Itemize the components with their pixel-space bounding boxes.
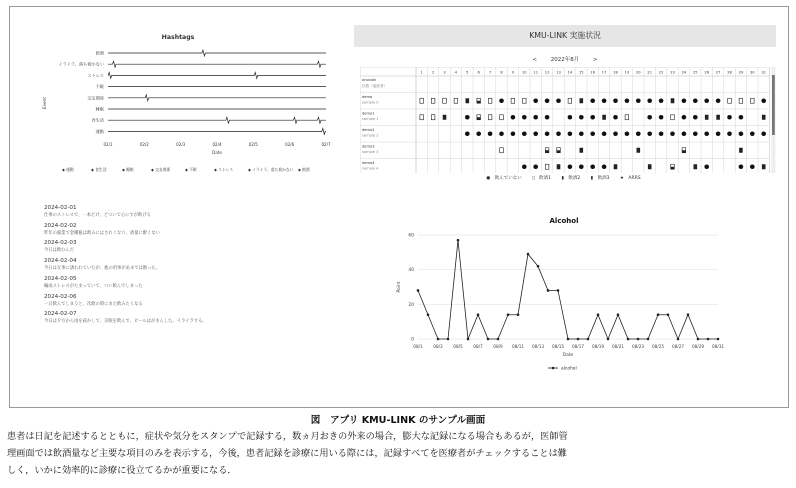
stamp-drink1 (488, 115, 492, 120)
day-header: 3 (443, 70, 446, 75)
stamp-drink2-fill (545, 150, 549, 153)
stamp-no-drink (511, 131, 516, 136)
stamp-drink3 (614, 164, 618, 169)
diary-panel (44, 203, 344, 363)
stamp-drink3 (694, 164, 698, 169)
hashtag-series-line (108, 72, 326, 78)
diary-entry-text: 今日は夕方から雨を殺かして、京眠を飲んで、ビールはがまんした。イライラする。 (44, 319, 207, 325)
stamp-table-panel (354, 25, 776, 183)
day-header: 30 (750, 70, 755, 75)
stamp-no-drink (590, 164, 595, 169)
stamp-drink1 (500, 115, 504, 120)
stamp-no-drink (739, 164, 744, 169)
x-tick-label: 08/15 (551, 344, 565, 349)
data-point (677, 338, 680, 341)
stamp-drink3 (716, 115, 720, 120)
stamp-drink1 (500, 148, 504, 153)
x-tick-label: 08/27 (671, 344, 685, 349)
stamp-drink3 (762, 164, 766, 169)
stamp-no-drink (568, 115, 573, 120)
hashtag-title: Hashtags (161, 34, 195, 41)
day-header: 27 (715, 70, 721, 75)
x-tick-label: 08/13 (531, 344, 545, 349)
day-header: 25 (693, 70, 698, 75)
hashtag-series-line (108, 128, 326, 134)
stamp-grid (360, 67, 776, 173)
hashtag-legend-item: ◆ 不眠 (185, 167, 197, 172)
caption-body (0, 428, 796, 480)
caption-line: しく，いかに効率的に診療に役立てるかが重要になる． (7, 465, 237, 477)
stamp-no-drink (568, 164, 573, 169)
y-tick-label: 0 (411, 337, 414, 343)
stamp-no-drink (533, 131, 538, 136)
stamp-no-drink (659, 131, 664, 136)
stamp-no-drink (716, 131, 721, 136)
stamp-drink3 (739, 148, 743, 153)
hashtag-series-line (108, 50, 326, 56)
hashtag-legend-item: ◆ 睡眠 (122, 167, 134, 172)
hashtag-row-label: 食生活 (91, 117, 104, 123)
data-point (667, 313, 670, 316)
stamp-no-drink (625, 131, 630, 136)
hashtag-xlabel: Date (211, 150, 223, 155)
data-point (597, 313, 600, 316)
hashtag-legend-item: ◆ 運動 (62, 167, 74, 172)
stamp-no-drink (716, 98, 721, 103)
day-header: 1 (420, 70, 423, 75)
stamp-no-drink (670, 131, 675, 136)
x-tick-label: 08/7 (473, 344, 483, 349)
day-header: 22 (658, 70, 664, 75)
stamp-no-drink (476, 131, 481, 136)
x-tick-label: 08/11 (511, 344, 525, 349)
hashtag-ylabel: Event (42, 97, 47, 109)
hashtag-row-label: ストレス (87, 72, 104, 78)
x-tick-label: 08/9 (493, 344, 503, 349)
data-point (447, 338, 450, 341)
row-user-sample: sample 2 (362, 133, 379, 138)
hashtag-chart (26, 25, 334, 185)
day-header: 19 (624, 70, 630, 75)
stamp-no-drink (522, 164, 527, 169)
x-tick-label: 08/1 (413, 344, 423, 349)
stamp-no-drink (693, 98, 698, 103)
legend-none: ● 飲んでいない (486, 176, 522, 181)
y-axis-label: Point (397, 281, 402, 293)
diary-entry-date: 2024-02-01 (44, 205, 77, 211)
day-header: 5 (466, 70, 469, 75)
month-label: 2022年8月 (550, 57, 580, 63)
chart-title: Alcohol (549, 217, 579, 225)
x-tick-label: 08/5 (453, 344, 463, 349)
stamp-drink3 (602, 115, 606, 120)
diary-entry-date: 2024-02-07 (44, 311, 77, 318)
hashtag-row-label: 交友関係 (87, 95, 104, 101)
stamp-drink1 (545, 164, 549, 169)
hashtag-row-label: 飲酒 (95, 50, 104, 56)
data-point (487, 338, 490, 341)
day-header: 14 (567, 70, 573, 75)
legend-drink1: ▯ 飲酒1 (532, 176, 551, 181)
stamp-no-drink (465, 131, 470, 136)
stamp-no-drink (545, 131, 550, 136)
stamp-drink3 (762, 115, 766, 120)
day-header: 13 (556, 70, 561, 75)
day-header: 24 (681, 70, 687, 75)
diary-list (44, 205, 344, 324)
diary-entry-date: 2024-02-03 (44, 240, 77, 247)
diary-entry-date: 2024-02-04 (44, 258, 77, 265)
row-user-name: demo1 (362, 111, 375, 116)
day-header: 20 (636, 70, 641, 75)
stamp-no-drink (545, 98, 550, 103)
stamp-no-drink (636, 131, 641, 136)
row-user-sample: sample 4 (362, 166, 379, 171)
hashtag-x-tick: 02/1 (103, 142, 113, 147)
stamp-no-drink (590, 131, 595, 136)
row-user-sample: sample 3 (362, 150, 379, 154)
day-header: 6 (477, 70, 480, 75)
alcohol-chart (378, 205, 724, 377)
stamp-no-drink (750, 131, 755, 136)
stamp-drink1 (431, 98, 435, 103)
hashtag-series-line (108, 61, 326, 67)
day-header: 23 (670, 70, 675, 75)
legend-drink2: ▮ 飲酒2 (561, 176, 581, 181)
stamp-no-drink (750, 164, 755, 169)
stamp-no-drink (636, 98, 641, 103)
stamp-drink3 (443, 115, 447, 120)
stamp-drink1 (751, 98, 755, 103)
data-point (557, 289, 560, 292)
data-point (647, 338, 650, 341)
stamp-no-drink (682, 115, 687, 120)
stamp-drink3 (671, 98, 675, 103)
stamp-no-drink (727, 115, 732, 120)
data-point (587, 338, 590, 341)
stamp-no-drink (488, 131, 493, 136)
stamp-no-drink (727, 131, 732, 136)
stamp-no-drink (533, 115, 538, 120)
hashtag-legend-item: ◆ ストレス (214, 167, 234, 172)
data-point (437, 338, 440, 341)
hashtag-legend-item: ◆ 飲酒 (298, 167, 310, 172)
data-point (537, 265, 540, 268)
stamp-no-drink (590, 98, 595, 103)
hashtag-legend-item: ◆ 食生活 (91, 167, 107, 172)
hashtag-x-tick: 02/7 (321, 142, 331, 147)
stamp-drink1 (431, 115, 435, 120)
legend-arrs: ★ ARRS (619, 176, 641, 181)
stamp-no-drink (499, 98, 504, 103)
legend-label: alcohol (561, 366, 577, 372)
header-sub: 匹数（接続者） (362, 84, 388, 88)
month-navigator (354, 55, 776, 63)
y-tick-label: 40 (408, 268, 414, 274)
day-header: 28 (727, 70, 732, 75)
stamp-drink1 (523, 98, 527, 103)
data-point (637, 338, 640, 341)
table-title: KMU-LINK 実施状況 (354, 25, 776, 47)
caption-line: 患者は日記を記述するとともに，症状や気分をスタンプで記録する，数ヵ月おきの外来の場合，膨大な記録になる場合もあるが，医師管 (7, 431, 568, 442)
diary-entry-text: 今日は友事に誘われていたが、他の用事があまでは断った。 (44, 266, 161, 272)
data-point (707, 338, 710, 341)
hashtag-row-label: 不眠 (95, 84, 104, 90)
y-tick-label: 20 (408, 302, 414, 308)
stamp-drink2-fill (477, 101, 481, 104)
hashtag-chart-panel (26, 25, 334, 185)
diary-entry-text: 編成ストレスがたまっていて、つい飲んでしまった (44, 283, 143, 289)
data-point (657, 313, 660, 316)
hashtag-x-tick: 02/6 (285, 142, 295, 147)
diary-entry-text: 今日は飲むんだ (44, 248, 75, 254)
stamp-drink2-fill (671, 167, 675, 170)
stamp-no-drink (693, 115, 698, 120)
stamp-drink1 (568, 98, 572, 103)
data-point (467, 338, 470, 341)
stamp-no-drink (602, 131, 607, 136)
data-point (497, 338, 500, 341)
stamp-no-drink (545, 115, 550, 120)
stamp-drink2-fill (477, 117, 481, 120)
x-tick-label: 08/3 (433, 344, 443, 349)
alcohol-chart-panel (378, 205, 724, 377)
stamp-no-drink (739, 131, 744, 136)
data-point (687, 313, 690, 316)
data-point (527, 253, 530, 256)
stamp-drink3 (637, 148, 641, 153)
stamp-drink3 (580, 148, 584, 153)
day-header: 17 (601, 70, 607, 75)
stamp-no-drink (533, 164, 538, 169)
stamp-no-drink (647, 115, 652, 120)
stamp-drink2-fill (557, 150, 561, 153)
stamp-no-drink (533, 98, 538, 103)
y-tick-label: 60 (408, 233, 414, 239)
data-point (697, 338, 700, 341)
day-header: 2 (431, 70, 435, 75)
row-user-name: demo3 (362, 144, 375, 149)
stamp-no-drink (556, 131, 561, 136)
stamp-no-drink (704, 98, 709, 103)
caption-title: 図 アプリ KMU-LINK のサンプル画面 (310, 415, 486, 426)
day-header: 15 (579, 70, 584, 75)
stamp-no-drink (568, 131, 573, 136)
row-user-name: demo4 (362, 161, 375, 165)
data-point (567, 338, 570, 341)
stamp-no-drink (613, 131, 618, 136)
hashtag-row-label: 運動 (95, 128, 104, 134)
stamp-drink1 (728, 98, 732, 103)
day-header: 11 (533, 70, 538, 75)
stamp-no-drink (613, 115, 618, 120)
day-header: 4 (454, 70, 458, 75)
day-header: 18 (613, 70, 618, 75)
day-header: 16 (590, 70, 595, 75)
stamp-no-drink (511, 115, 516, 120)
stamp-no-drink (590, 115, 595, 120)
day-header: 8 (500, 70, 503, 75)
day-header: 31 (761, 70, 766, 75)
data-point (627, 338, 630, 341)
grid-scroll-thumb (772, 75, 775, 135)
data-point (717, 338, 720, 341)
row-user-sample: sample 0 (362, 100, 379, 105)
data-point (477, 313, 480, 316)
stamp-no-drink (522, 115, 527, 120)
stamp-no-drink (522, 131, 527, 136)
caption-line: 理画面では飲酒量など主要な項目のみを表示する，今後，患者記録を診療に用いる際には，記録すべてを医療者がチェックすることは難 (7, 448, 567, 460)
stamp-no-drink (659, 115, 664, 120)
data-point (617, 313, 620, 316)
stamp-no-drink (625, 98, 630, 103)
legend-drink3: ▮ 飲酒3 (590, 176, 610, 181)
stamp-drink3 (580, 98, 584, 103)
x-tick-label: 08/21 (611, 344, 625, 349)
x-tick-label: 08/19 (591, 344, 605, 349)
stamp-legend (354, 175, 776, 181)
data-point (607, 338, 610, 341)
stamp-drink1 (625, 115, 629, 120)
stamp-drink3 (557, 164, 561, 169)
stamp-drink1 (454, 98, 458, 103)
hashtag-x-tick: 02/2 (139, 142, 149, 147)
stamp-no-drink (647, 98, 652, 103)
stamp-drink3 (705, 115, 709, 120)
data-point (427, 313, 430, 316)
stamp-drink1 (739, 98, 743, 103)
day-header: 21 (647, 70, 652, 75)
diary-entry-text: 仕事のストレスで、一本だけ、どついて心にすが飲げる (44, 213, 151, 218)
stamp-drink3 (466, 98, 470, 103)
data-point (417, 289, 420, 292)
stamp-no-drink (465, 115, 470, 120)
stamp-no-drink (556, 98, 561, 103)
x-tick-label: 08/17 (571, 344, 585, 349)
next-month-button[interactable]: > (593, 57, 598, 63)
day-header: 12 (544, 70, 550, 75)
day-header: 7 (488, 70, 492, 75)
hashtag-x-tick: 02/5 (248, 142, 258, 147)
data-point (577, 338, 580, 341)
stamp-no-drink (682, 131, 687, 136)
hashtag-series-line (108, 95, 326, 101)
data-point (457, 239, 460, 242)
figure-frame (9, 6, 789, 408)
stamp-drink1 (420, 115, 424, 120)
row-user-name: demo (362, 95, 373, 99)
row-user-sample: sample 1 (362, 117, 379, 121)
data-point (547, 289, 550, 292)
hashtag-x-tick: 02/4 (212, 142, 222, 147)
header-name: anonaki (362, 78, 377, 82)
stamp-no-drink (682, 98, 687, 103)
stamp-no-drink (613, 98, 618, 103)
stamp-no-drink (704, 131, 709, 136)
x-axis-label: Date (562, 353, 574, 358)
stamp-no-drink (579, 115, 584, 120)
legend-marker (552, 367, 555, 370)
diary-entry-text: 一日飲んでしまうと、次飲の時にまた飲みたくなる (44, 301, 143, 307)
stamp-no-drink (659, 98, 664, 103)
stamp-no-drink (602, 98, 607, 103)
hashtag-series-line (108, 117, 326, 123)
x-tick-label: 08/29 (691, 344, 705, 349)
stamp-drink1 (420, 98, 424, 103)
diary-entry-date: 2024-02-05 (44, 275, 77, 282)
stamp-no-drink (579, 131, 584, 136)
prev-month-button[interactable]: < (532, 57, 537, 63)
stamp-no-drink (761, 98, 766, 103)
stamp-no-drink (761, 131, 766, 136)
stamp-no-drink (693, 131, 698, 136)
stamp-drink1 (488, 98, 492, 103)
stamp-drink2-fill (682, 150, 686, 153)
day-header: 29 (738, 70, 744, 75)
x-tick-label: 08/25 (651, 344, 665, 349)
diary-entry-text: 昨年の副業で金曜瓶は飲みにはされくなり、酒量に酔くない (44, 230, 161, 236)
day-header: 9 (511, 70, 515, 75)
stamp-drink1 (443, 98, 447, 103)
x-tick-label: 08/31 (711, 344, 724, 349)
stamp-drink1 (671, 115, 675, 120)
series-line-alcohol (418, 240, 718, 339)
stamp-drink1 (511, 98, 515, 103)
stamp-no-drink (499, 131, 504, 136)
hashtag-legend-item: ◆ 交友関係 (151, 167, 171, 172)
hashtag-x-tick: 02/3 (176, 142, 186, 147)
day-header: 10 (522, 70, 527, 75)
stamp-no-drink (739, 115, 744, 120)
row-user-name: demo2 (362, 128, 375, 132)
x-tick-label: 08/23 (631, 344, 645, 349)
data-point (517, 313, 520, 316)
data-point (507, 313, 510, 316)
stamp-no-drink (602, 164, 607, 169)
day-header: 26 (704, 70, 709, 75)
diary-entry-date: 2024-02-06 (44, 293, 77, 300)
stamp-no-drink (704, 164, 709, 169)
hashtag-legend-item: ◆ イライラ、落ち着かない (248, 167, 294, 172)
stamp-no-drink (647, 131, 652, 136)
stamp-drink3 (648, 164, 652, 169)
stamp-no-drink (579, 164, 584, 169)
figure-caption (0, 414, 796, 480)
hashtag-row-label: イライラ、落ち着かない (58, 61, 104, 67)
hashtag-row-label: 睡眠 (95, 106, 104, 112)
diary-entry-date: 2024-02-02 (44, 222, 77, 229)
